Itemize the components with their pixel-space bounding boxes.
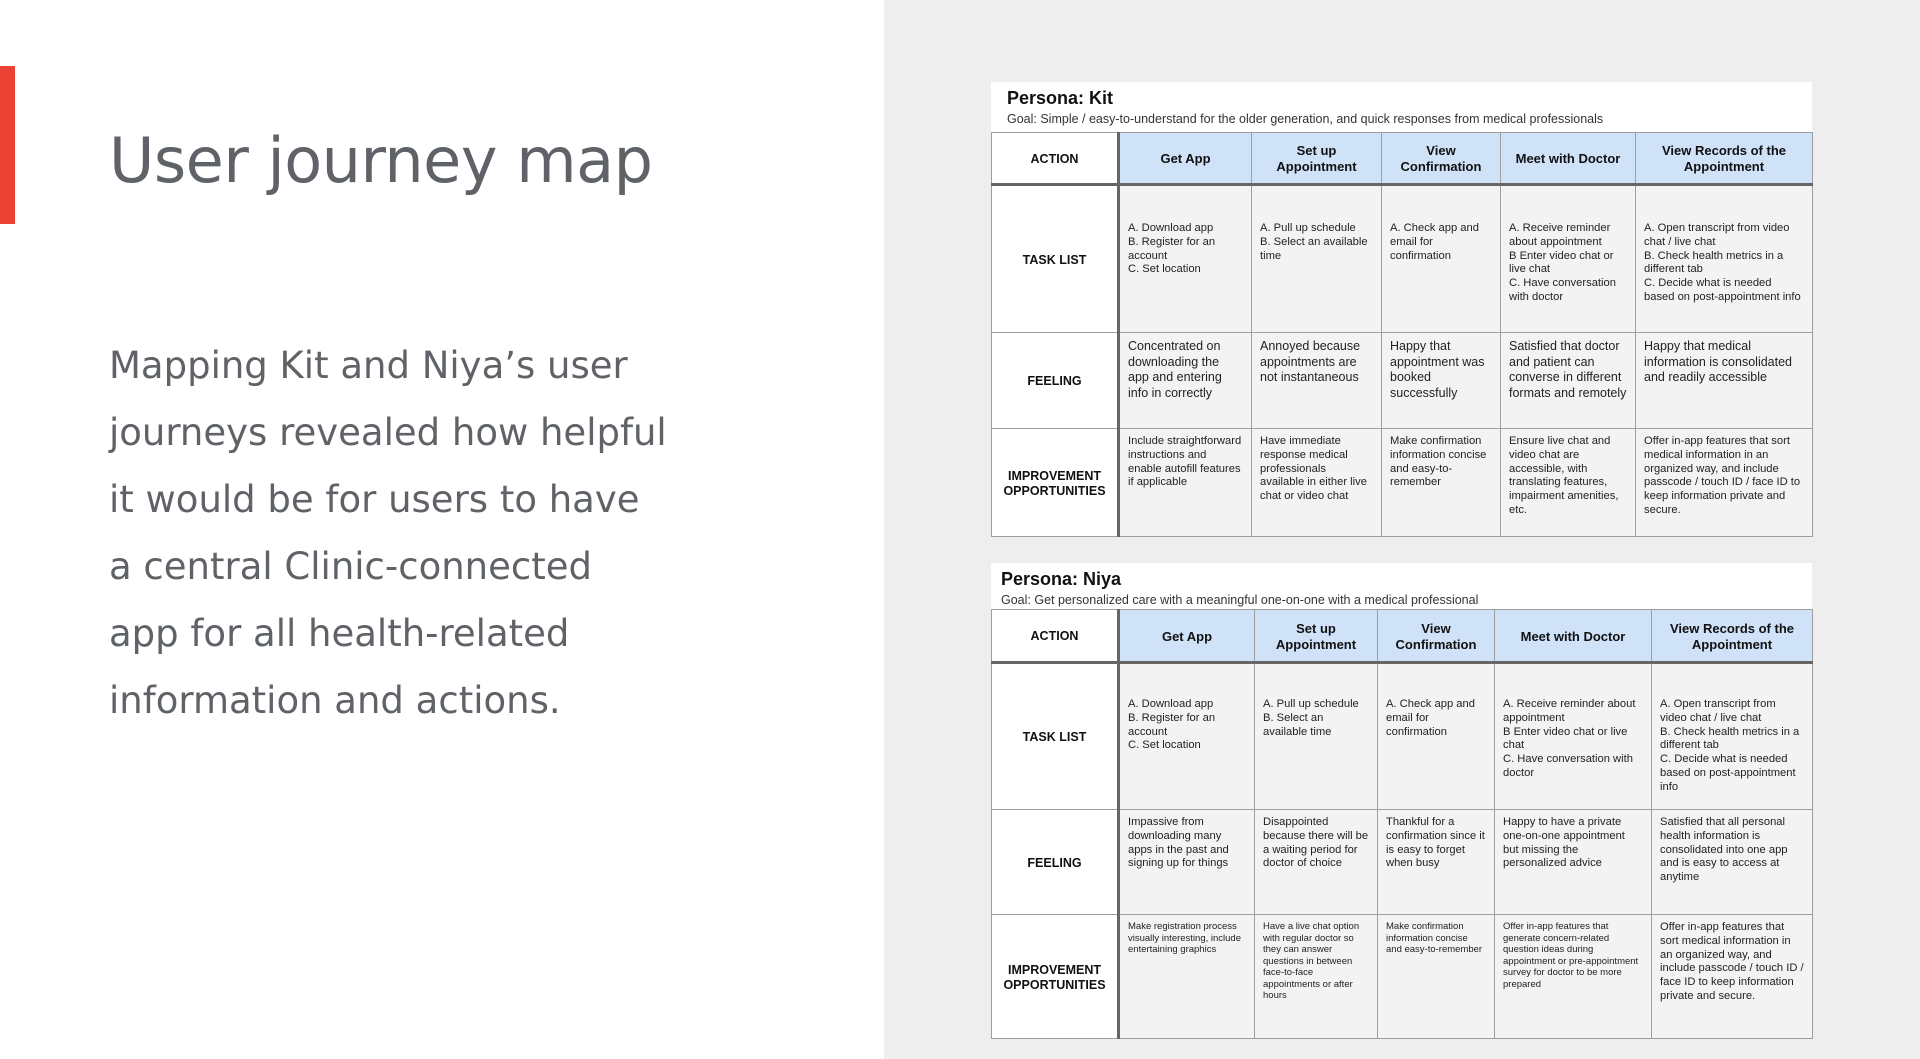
- stage-header: View Confirmation: [1378, 610, 1495, 663]
- table-cell: Offer in-app features that generate concern-related question ideas during appointment or pre-appointment survey for doctor to be more prepared: [1495, 915, 1652, 1039]
- row-label: TASK LIST: [992, 185, 1119, 333]
- table-cell: Satisfied that doctor and patient can converse in different formats and remotely: [1501, 333, 1636, 429]
- persona-goal: Goal: Simple / easy-to-understand for the older generation, and quick responses from medical professionals: [1007, 112, 1604, 126]
- stage-header: Set up Appointment: [1255, 610, 1378, 663]
- stage-header: Meet with Doctor: [1495, 610, 1652, 663]
- action-label: ACTION: [992, 610, 1119, 663]
- slide-left-panel: [0, 0, 884, 1059]
- table-cell: Make confirmation information concise and easy-to-remember: [1382, 429, 1501, 537]
- feeling-row: [992, 333, 1813, 429]
- row-label: IMPROVEMENT OPPORTUNITIES: [992, 429, 1119, 537]
- journey-map-table: [991, 609, 1813, 1039]
- table-cell: Concentrated on downloading the app and entering info in correctly: [1119, 333, 1252, 429]
- persona-niya-card: [991, 563, 1812, 1035]
- table-cell: Make confirmation information concise and easy-to-remember: [1378, 915, 1495, 1039]
- table-cell: Offer in-app features that sort medical information in an organized way, and include passcode / touch ID / face ID to keep information private and secure.: [1652, 915, 1813, 1039]
- row-label: FEELING: [992, 810, 1119, 915]
- table-cell: A. Check app and email for confirmation: [1378, 663, 1495, 810]
- table-cell: A. Pull up schedule B. Select an available time: [1252, 185, 1382, 333]
- table-cell: A. Open transcript from video chat / live chat B. Check health metrics in a different tab C. Decide what is needed based on post-appointment info: [1636, 185, 1813, 333]
- slide-body-text: Mapping Kit and Niya’s user journeys revealed how helpful it would be for users to have a central Clinic-connected app for all health-related information and actions.: [109, 344, 667, 722]
- table-cell: Have immediate response medical professionals available in either live chat or video chat: [1252, 429, 1382, 537]
- stage-header: Set up Appointment: [1252, 133, 1382, 185]
- stage-header: Get App: [1119, 610, 1255, 663]
- stage-header: Get App: [1119, 133, 1252, 185]
- stage-header: View Records of the Appointment: [1652, 610, 1813, 663]
- action-label: ACTION: [992, 133, 1119, 185]
- table-cell: Thankful for a confirmation since it is easy to forget when busy: [1378, 810, 1495, 915]
- table-cell: Happy to have a private one-on-one appointment but missing the personalized advice: [1495, 810, 1652, 915]
- table-cell: Impassive from downloading many apps in the past and signing up for things: [1119, 810, 1255, 915]
- journey-map-table: [991, 132, 1813, 537]
- table-cell: A. Receive reminder about appointment B Enter video chat or live chat C. Have conversation with doctor: [1501, 185, 1636, 333]
- improvement-row: [992, 915, 1813, 1039]
- persona-title: Persona: Niya: [1001, 569, 1122, 589]
- slide-title: User journey map: [109, 124, 653, 197]
- header-row: [992, 610, 1813, 663]
- task-list-row: [992, 663, 1813, 810]
- table-cell: Happy that appointment was booked successfully: [1382, 333, 1501, 429]
- stage-header: Meet with Doctor: [1501, 133, 1636, 185]
- table-cell: Have a live chat option with regular doctor so they can answer questions in between face-to-face appointments or after hours: [1255, 915, 1378, 1039]
- table-cell: Annoyed because appointments are not instantaneous: [1252, 333, 1382, 429]
- feeling-row: [992, 810, 1813, 915]
- row-label: IMPROVEMENT OPPORTUNITIES: [992, 915, 1119, 1039]
- accent-bar: [0, 66, 15, 224]
- improvement-row: [992, 429, 1813, 537]
- table-cell: Make registration process visually interesting, include entertaining graphics: [1119, 915, 1255, 1039]
- table-cell: A. Download app B. Register for an account C. Set location: [1119, 185, 1252, 333]
- stage-header: View Records of the Appointment: [1636, 133, 1813, 185]
- table-cell: Satisfied that all personal health information is consolidated into one app and is easy to access at anytime: [1652, 810, 1813, 915]
- table-cell: A. Pull up schedule B. Select an available time: [1255, 663, 1378, 810]
- row-label: FEELING: [992, 333, 1119, 429]
- table-cell: A. Check app and email for confirmation: [1382, 185, 1501, 333]
- stage-header: View Confirmation: [1382, 133, 1501, 185]
- table-cell: Ensure live chat and video chat are accessible, with translating features, impairment amenities, etc.: [1501, 429, 1636, 537]
- persona-kit-card: [991, 82, 1812, 537]
- table-cell: A. Open transcript from video chat / live chat B. Check health metrics in a different tab C. Decide what is needed based on post-appointment info: [1652, 663, 1813, 810]
- header-row: [992, 133, 1813, 185]
- persona-goal: Goal: Get personalized care with a meaningful one-on-one with a medical professional: [1001, 593, 1479, 607]
- row-label: TASK LIST: [992, 663, 1119, 810]
- table-cell: A. Receive reminder about appointment B Enter video chat or live chat C. Have conversation with doctor: [1495, 663, 1652, 810]
- table-cell: Offer in-app features that sort medical information in an organized way, and include passcode / touch ID / face ID to keep information private and secure.: [1636, 429, 1813, 537]
- persona-title: Persona: Kit: [1007, 88, 1114, 108]
- task-list-row: [992, 185, 1813, 333]
- table-cell: Happy that medical information is consolidated and readily accessible: [1636, 333, 1813, 429]
- table-cell: A. Download app B. Register for an account C. Set location: [1119, 663, 1255, 810]
- table-cell: Disappointed because there will be a waiting period for doctor of choice: [1255, 810, 1378, 915]
- table-cell: Include straightforward instructions and enable autofill features if applicable: [1119, 429, 1252, 537]
